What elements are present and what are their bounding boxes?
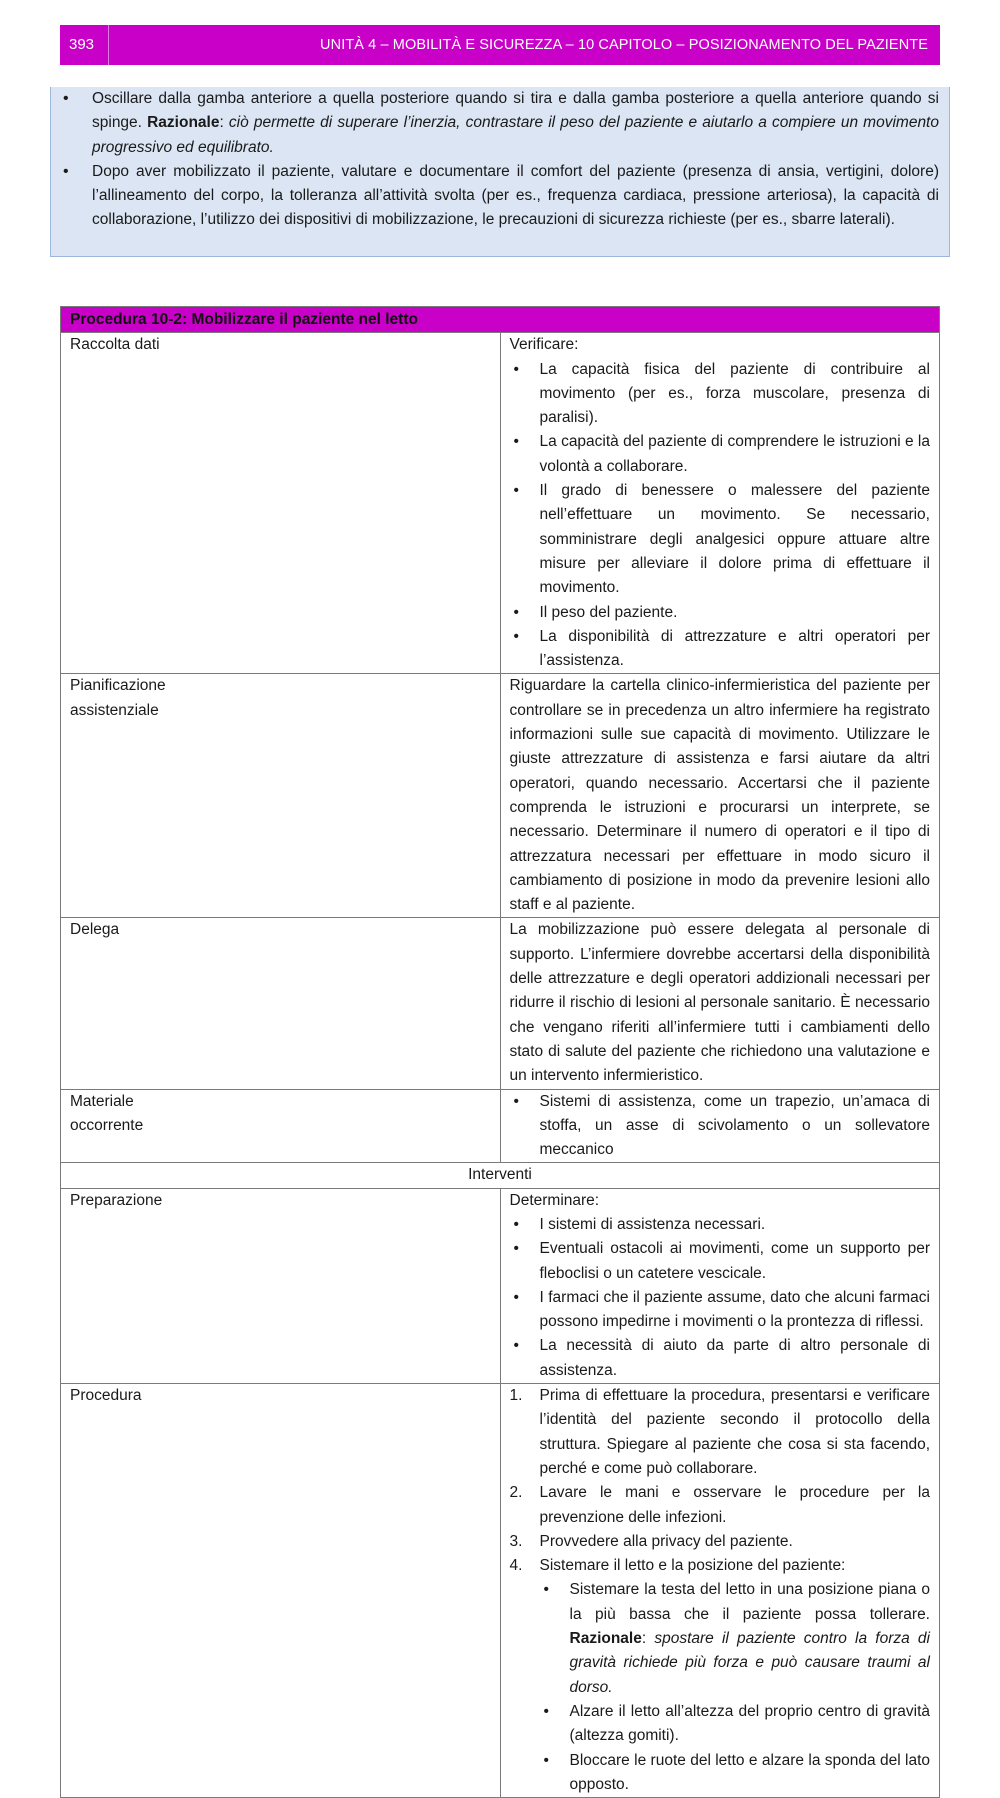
step-item [510,1554,931,1578]
row-content [500,333,940,674]
rationale-text: ciò permette di superare l’inerzia, contrastare il peso del paziente e aiutarlo a compiere un movimento progressivo ed equilibrato. [92,114,939,156]
rationale-label: Razionale [147,114,220,132]
step-text: Lavare le mani e osservare le procedure per la prevenzione delle infezioni. [539,1484,930,1526]
row-label-line: occorrente [70,1116,144,1134]
row-label [61,674,501,918]
step-text: Sistemare il letto e la posizione del paziente: [539,1557,846,1575]
step-number: 3. [509,1532,523,1550]
row-materiale [61,1089,940,1163]
bullet-list [510,1090,931,1163]
row-procedura [61,1384,940,1798]
list-item: • Eventuali ostacoli ai movimenti, come un supporto per fleboclisi o un catetere vescicale. [510,1237,931,1286]
row-content [500,1089,940,1163]
row-label-line: Materiale [70,1092,134,1110]
rationale-colon: : [641,1630,655,1648]
row-interventi [61,1163,940,1188]
step-number: 2. [509,1484,523,1502]
step-number: 4. [509,1557,523,1575]
intro-item [63,87,939,160]
row-intro: Determinare: [509,1191,600,1209]
row-label [61,1089,501,1163]
step-number: 1. [509,1387,523,1405]
intro-list [63,87,939,233]
section-heading: Interventi [61,1163,940,1188]
list-item: • Sistemi di assistenza, come un trapezio, un’amaca di stoffa, un asse di scivolamento o un sollevatore meccanico [510,1090,931,1163]
procedure-title: Procedura 10-2: Mobilizzare il paziente nel letto [61,307,940,333]
row-raccolta-dati [61,333,940,674]
sub-list-item [510,1578,931,1699]
list-item: • La disponibilità di attrezzature e altri operatori per l’assistenza. [510,625,931,674]
row-label: Raccolta dati [61,333,501,674]
step-item [510,1481,931,1530]
list-item: • La necessità di aiuto da parte di altro personale di assistenza. [510,1334,931,1383]
row-delega [61,918,940,1089]
intro-item: • Dopo aver mobilizzato il paziente, valutare e documentare il comfort del paziente (presenza di ansia, vertigini, dolore) l’allineamento del corpo, la tolleranza all’attività svolta (per es., frequenza cardiaca, pressione arteriosa), la capacità di collaborazione, l’utilizzo dei dispositivi di mobilizzazione, le precauzioni di sicurezza richieste (per es., sbarre laterali). [63,160,939,233]
list-item: • Il peso del paziente. [510,601,931,625]
row-label: Procedura [61,1384,501,1798]
step-item [510,1530,931,1554]
intro-item-text: Oscillare dalla gamba anteriore a quella posteriore quando si tira e dalla gamba posteriore a quella anteriore quando si spinge. [92,90,939,132]
row-label: Delega [61,918,501,1089]
bullet-list [510,358,931,674]
list-item: • I sistemi di assistenza necessari. [510,1213,931,1237]
procedure-table [60,306,940,1798]
row-label-line: Pianificazione [70,677,166,695]
chapter-title: UNITÀ 4 – MOBILITÀ E SICUREZZA – 10 CAPITOLO – POSIZIONAMENTO DEL PAZIENTE [320,36,928,53]
list-item: • La capacità fisica del paziente di contribuire al movimento (per es., forza muscolare, presenza di paralisi). [510,358,931,431]
row-content [500,1188,940,1383]
list-item: • La capacità del paziente di comprendere le istruzioni e la volontà a collaborare. [510,430,931,479]
step-item [510,1384,931,1481]
row-content: La mobilizzazione può essere delegata al personale di supporto. L’infermiere dovrebbe accertarsi della disponibilità delle attrezzature e degli operatori addizionali necessari per ridurre il rischio di lesioni al personale sanitario. È necessario che vengano riferiti all’infermiere tutti i cambiamenti dello stato di salute del paziente che richiedono una valutazione e un intervento infermieristico. [500,918,940,1089]
step-text: Prima di effettuare la procedura, presentarsi e verificare l’identità del paziente secondo il protocollo della struttura. Spiegare al paziente che cosa si sta facendo, perché e come può collaborare. [539,1387,930,1477]
sub-bullet-list [510,1578,931,1797]
sub-list-item: • Bloccare le ruote del letto e alzare la sponda del lato opposto. [510,1749,931,1798]
rationale-label: Razionale [569,1630,642,1648]
list-item: • I farmaci che il paziente assume, dato che alcuni farmaci possono impedirne i movimenti o la prontezza di riflessi. [510,1286,931,1335]
row-content [500,1384,940,1798]
sub-item-text: Sistemare la testa del letto in una posizione piana o la più bassa che il paziente possa tollerare. [569,1581,930,1623]
step-text: Provvedere alla privacy del paziente. [539,1532,793,1550]
row-preparazione [61,1188,940,1383]
rationale-colon: : [219,114,229,132]
row-content: Riguardare la cartella clinico-infermieristica del paziente per controllare se in precedenza un altro infermiere ha registrato informazioni sulle sue capacità di movimento. Utilizzare le giuste attrezzature di assistenza e farsi aiutare da altri operatori, quando necessario. Accertarsi che il paziente comprenda le istruzioni e procurarsi un interprete, se necessario. Determinare il numero di operatori e il tipo di attrezzatura necessari per effettuare in modo sicuro il cambiamento di posizione in modo da prevenire lesioni allo staff e al paziente. [500,674,940,918]
intro-box [50,87,950,257]
row-intro: Verificare: [509,336,579,354]
row-label: Preparazione [61,1188,501,1383]
list-item: • Il grado di benessere o malessere del paziente nell’effettuare un movimento. Se necessario, somministrare degli analgesici oppure attuare altre misure per alleviare il dolore prima di effettuare il movimento. [510,479,931,600]
row-pianificazione [61,674,940,918]
page-number: 393 [60,25,109,65]
page-header [60,25,940,65]
rationale-text: spostare il paziente contro la forza di gravità richiede più forza e può causare traumi al dorso. [569,1630,930,1696]
procedure-title-row [61,307,940,333]
sub-list-item: • Alzare il letto all’altezza del proprio centro di gravità (altezza gomiti). [510,1700,931,1749]
numbered-list [510,1384,931,1578]
row-label-line: assistenziale [70,701,159,719]
bullet-list [510,1213,931,1383]
